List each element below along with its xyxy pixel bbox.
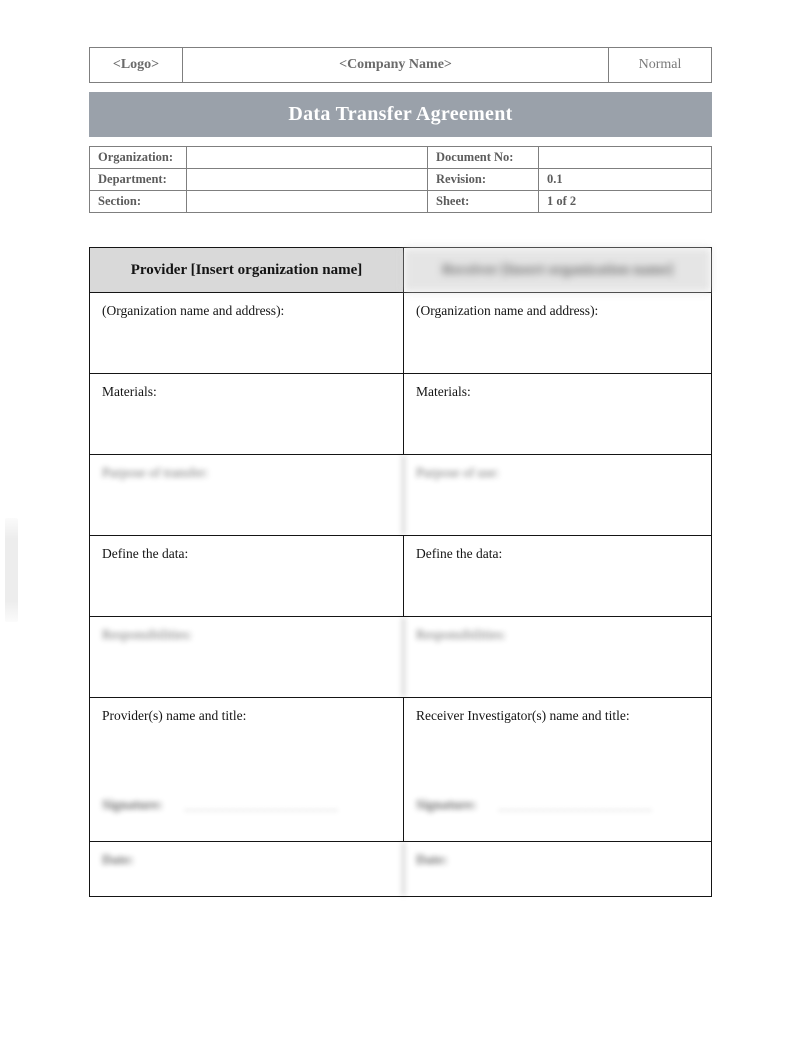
document-title: Data Transfer Agreement bbox=[89, 92, 712, 137]
signature-line-redacted: ______________________ bbox=[498, 798, 653, 812]
provider-header-cell: Provider [Insert organization name] bbox=[90, 248, 404, 292]
provider-date-label-redacted: Date: bbox=[90, 842, 404, 896]
responsibilities-row-redacted bbox=[90, 617, 711, 698]
receiver-signature-block-redacted bbox=[416, 797, 699, 813]
purpose-row-redacted bbox=[90, 455, 711, 536]
provider-responsibilities-label-redacted: Responsibilities: bbox=[90, 617, 404, 697]
names-signature-row bbox=[90, 698, 711, 842]
table-header-row bbox=[90, 248, 711, 293]
receiver-define-data-label: Define the data: bbox=[416, 546, 503, 561]
receiver-materials-label: Materials: bbox=[416, 384, 471, 399]
date-row-redacted bbox=[90, 842, 711, 896]
provider-org-address-label: (Organization name and address): bbox=[90, 293, 404, 373]
receiver-purpose-label-redacted: Purpose of use: bbox=[416, 465, 500, 480]
define-data-row bbox=[90, 536, 711, 617]
logo-placeholder: <Logo> bbox=[90, 48, 183, 82]
provider-name-title-cell bbox=[90, 698, 404, 841]
receiver-org-address-label: (Organization name and address): bbox=[416, 303, 599, 318]
materials-row bbox=[90, 374, 711, 455]
provider-define-data-label: Define the data: bbox=[90, 536, 404, 616]
department-value bbox=[187, 169, 428, 190]
organization-value bbox=[187, 147, 428, 168]
document-no-value bbox=[539, 147, 711, 168]
classification-label: Normal bbox=[638, 57, 682, 72]
document-header-table bbox=[89, 47, 712, 83]
sheet-label: Sheet: bbox=[428, 191, 539, 212]
revision-value: 0.1 bbox=[547, 172, 563, 186]
receiver-name-title-label: Receiver Investigator(s) name and title: bbox=[416, 708, 630, 723]
page-edge-tab bbox=[5, 518, 18, 622]
receiver-responsibilities-label-redacted: Responsibilities: bbox=[416, 627, 507, 642]
signature-line-redacted: ______________________ bbox=[184, 798, 339, 812]
section-label: Section: bbox=[90, 191, 187, 212]
meta-row bbox=[90, 191, 711, 213]
provider-signature-block-redacted bbox=[102, 797, 391, 813]
receiver-name-title-cell bbox=[404, 698, 711, 841]
company-name-placeholder: <Company Name> bbox=[183, 48, 609, 82]
agreement-table bbox=[89, 247, 712, 897]
organization-label: Organization: bbox=[90, 147, 187, 168]
sheet-value: 1 of 2 bbox=[547, 194, 577, 208]
receiver-header-cell-redacted: Receiver [Insert organization name] bbox=[404, 248, 711, 292]
department-label: Department: bbox=[90, 169, 187, 190]
meta-row bbox=[90, 169, 711, 191]
signature-label-redacted: Signature: bbox=[102, 797, 163, 812]
document-no-label: Document No: bbox=[428, 147, 539, 168]
meta-table bbox=[89, 146, 712, 213]
section-value bbox=[187, 191, 428, 212]
revision-label: Revision: bbox=[428, 169, 539, 190]
provider-materials-label: Materials: bbox=[90, 374, 404, 454]
meta-row bbox=[90, 147, 711, 169]
signature-label-redacted: Signature: bbox=[416, 797, 477, 812]
receiver-date-label-redacted: Date: bbox=[416, 852, 448, 867]
provider-name-title-label: Provider(s) name and title: bbox=[102, 708, 247, 723]
provider-purpose-label-redacted: Purpose of transfer: bbox=[90, 455, 404, 535]
org-address-row bbox=[90, 293, 711, 374]
